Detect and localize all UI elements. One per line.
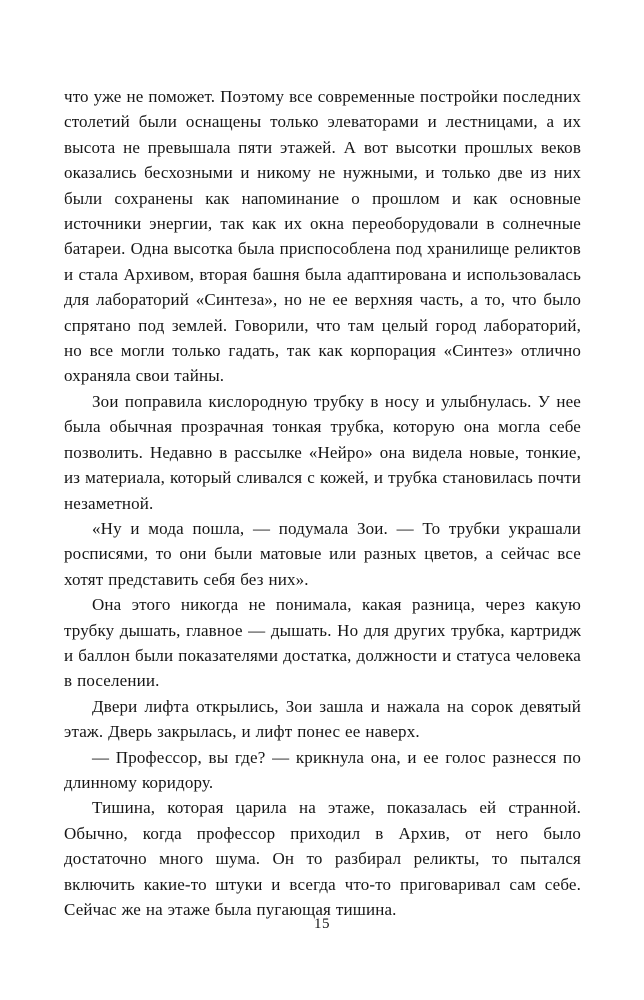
paragraph-dialogue: — Профессор, вы где? — крикнула она, и ее голос разнесся по длинному коридору. bbox=[64, 747, 581, 792]
paragraph: Она этого никогда не понимала, какая разница, через какую трубку дышать, главное — дышать. Но для других трубка, картридж и баллон были показателями достатка, должности и статуса человека в поселении. bbox=[64, 595, 581, 691]
paragraph: Двери лифта открылись, Зои зашла и нажала на сорок девятый этаж. Дверь закрылась, и лифт понес ее наверх. bbox=[64, 696, 581, 742]
paragraph: «Ну и мода пошла, — подумала Зои. — То трубки украшали росписями, то они были матовые или разных цветов, а сейчас все хотят представить себя без них». bbox=[64, 518, 581, 589]
paragraph: Зои поправила кислородную трубку в носу и улыбнулась. У нее была обычная прозрачная тонкая трубка, которую она могла себе позволить. Недавно в рассылке «Нейро» она видела новые, тонкие, из материала, который сливался с кожей, и трубка становилась почти незаметной. bbox=[64, 391, 581, 513]
book-page-text bbox=[64, 84, 581, 922]
paragraph-continuation: что уже не поможет. Поэтому все современные постройки последних столетий были оснащены только элеваторами и лестницами, а их высота не превышала пяти этажей. А вот высотки прошлых веков оказались бесхозными и никому не нужными, и только две из них были сохранены как напоминание о прошлом и как основные источники энергии, так как их окна переоборудовали в солнечные батареи. Одна высотка была приспособлена под хранилище реликтов и стала Архивом, вторая башня была адаптирована и использовалась для лабораторий «Синтеза», но не ее верхняя часть, а то, что было спрятано под землей. Говорили, что там целый город лабораторий, но все могли только гадать, так как корпорация «Синтез» отлично охраняла свои тайны. bbox=[64, 87, 581, 386]
page-number: 15 bbox=[314, 916, 330, 932]
paragraph: Тишина, которая царила на этаже, показалась ей странной. Обычно, когда профессор приходил в Архив, от него было достаточно много шума. Он то разбирал реликты, то пытался включить какие-то штуки и всегда что-то приговаривал сам себе. Сейчас же на этаже была пугающая тишина. bbox=[64, 798, 581, 919]
